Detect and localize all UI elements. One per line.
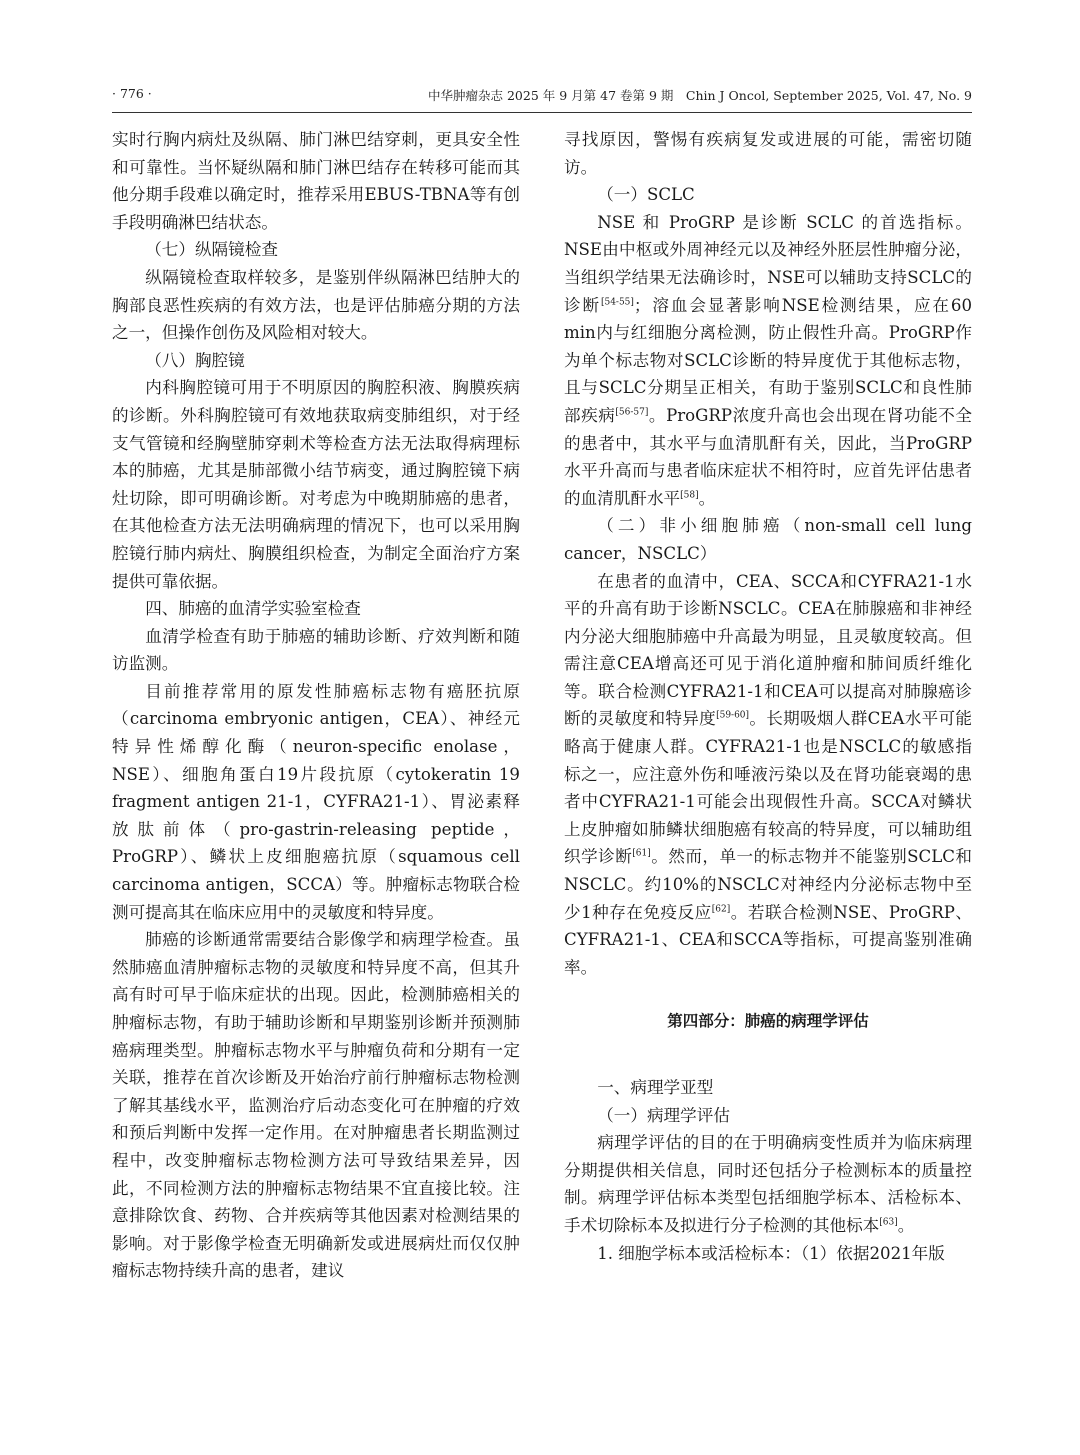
section-heading: （二）非小细胞肺癌（non-small cell lung cancer，NSCLC） — [564, 516, 972, 563]
citation-ref: [56-57] — [615, 407, 649, 418]
right-paragraph: 在患者的血清中，CEA、SCCA和CYFRA21-1水平的升高有助于诊断NSCLC。CEA在肺腺癌和非神经内分泌大细胞肺癌中升高最为明显，且灵敏度较高。但需注意CEA增高还可见于消化道肿瘤和肺间质纤维化等。联合检测CYFRA21-1和CEA可以提高对肺腺癌诊断的灵敏度和特异度[59-60]。长期吸烟人群CEA水平可能略高于健康人群。CYFRA21-1也是NSCLC的敏感指标之一，应注意外伤和唾液污染以及在肾功能衰竭的患者中CYFRA21-1可能会出现假性升高。SCCA对鳞状上皮肿瘤如肺鳞状细胞癌有较高的特异度，可以辅助组织学诊断[61]。然而，单一的标志物并不能鉴别SCLC和NSCLC。约10%的NSCLC对神经内分泌标志物中至少1种存在免疫反应[62]。若联合检测NSE、ProGRP、CYFRA21-1、CEA和SCCA等指标，可提高鉴别准确率。 — [564, 571, 973, 977]
section-heading: （一）病理学评估 — [597, 1105, 730, 1125]
citation-ref: [62] — [711, 904, 731, 915]
citation-ref: [58] — [680, 490, 699, 501]
section-heading: （七）纵隔镜检查 — [145, 240, 278, 260]
citation-ref: [59-60] — [716, 710, 750, 721]
citation-ref: [54-55] — [600, 297, 634, 308]
right-paragraph: 寻找原因，警惕有疾病复发或进展的可能，需密切随访。 — [564, 130, 972, 177]
left-paragraph: 肺癌的诊断通常需要结合影像学和病理学检查。虽然肺癌血清肿瘤标志物的灵敏度和特异度不高，但其升高有时可早于临床症状的出现。因此，检测肺癌相关的肿瘤标志物，有助于辅助诊断和早期鉴别诊断并预测肺癌病理类型。肿瘤标志物水平与肿瘤负荷和分期有一定关联，推荐在首次诊断及开始治疗前行肿瘤标志物检测了解其基线水平，监测治疗后动态变化可在肿瘤的疗效和预后判断中发挥一定作用。在对肿瘤患者长期监测过程中，改变肿瘤标志物检测方法可导致结果差异，因此，不同检测方法的肿瘤标志物结果不宜直接比较。注意排除饮食、药物、合并疾病等其他因素对检测结果的影响。对于影像学检查无明确新发或进展病灶而仅仅肿瘤标志物持续升高的患者，建议 — [112, 930, 520, 1281]
right-paragraph: 病理学评估的目的在于明确病变性质并为临床病理分期提供相关信息，同时还包括分子检测标本的质量控制。病理学评估标本类型包括细胞学标本、活检标本、手术切除标本及拟进行分子检测的其他标本[63]。 — [564, 1133, 972, 1235]
page-number: · 776 · — [112, 86, 152, 101]
section-heading: 一、病理学亚型 — [597, 1078, 714, 1097]
section-heading: 四、肺癌的血清学实验室检查 — [145, 599, 361, 619]
section-heading: （八）胸腔镜 — [145, 350, 245, 370]
left-paragraph: 血清学检查有助于肺癌的辅助诊断、疗效判断和随访监测。 — [112, 626, 520, 674]
right-paragraph: NSE 和 ProGRP 是诊断 SCLC 的首选指标。NSE由中枢或外周神经元以及神经外胚层性肿瘤分泌，当组织学结果无法确诊时，NSE可以辅助支持SCLC的诊断[54-55]；溶血会显著影响NSE检测结果，应在60 min内与红细胞分离检测，防止假性升高。ProGRP作为单个标志物对SCLC诊断的特异度优于其他标志物，且与SCLC分期呈正相关，有助于鉴别SCLC和良性肺部疾病[56-57]。ProGRP浓度升高也会出现在肾功能不全的患者中，其水平与血清肌酐有关，因此，当ProGRP水平升高而与患者临床症状不相符时，应首先评估患者的血清肌酐水平[58]。 — [564, 212, 972, 508]
left-paragraph: 目前推荐常用的原发性肺癌标志物有癌胚抗原（carcinoma embryonic antigen，CEA）、神经元特异性烯醇化酶（neuron-specific enolase，NSE）、细胞角蛋白19片段抗原（cytokeratin 19 fragment antigen 21-1，CYFRA21-1）、胃泌素释放肽前体（pro-gastrin-releasing peptide，ProGRP）、鳞状上皮细胞癌抗原（squamous cell carcinoma antigen，SCCA）等。肿瘤标志物联合检测可提高其在临床应用中的灵敏度和特异度。 — [112, 681, 520, 922]
left-paragraph: 纵隔镜检查取样较多，是鉴别伴纵隔淋巴结肿大的胸部良恶性疾病的有效方法，也是评估肺癌分期的方法之一，但操作创伤及风险相对较大。 — [112, 267, 520, 343]
right-paragraph: 1. 细胞学标本或活检标本：（1）依据2021年版 — [597, 1243, 945, 1263]
left-paragraph: 内科胸腔镜可用于不明原因的胸腔积液、胸膜疾病的诊断。外科胸腔镜可有效地获取病变肺组织，对于经支气管镜和经胸壁肺穿刺术等检查方法无法取得病理标本的肺癌，尤其是肺部微小结节病变，通过胸腔镜下病灶切除，即可明确诊断。对考虑为中晚期肺癌的患者，在其他检查方法无法明确病理的情况下，也可以采用胸腔镜行肺内病灶、胸膜组织检查，为制定全面治疗方案提供可靠依据。 — [112, 378, 520, 591]
section-heading: （一）SCLC — [597, 185, 695, 205]
citation-ref: [61] — [632, 848, 651, 859]
left-column — [112, 126, 520, 1285]
citation-ref: [63] — [879, 1217, 898, 1228]
part-title: 第四部分：肺癌的病理学评估 — [667, 1012, 869, 1031]
header-rule — [112, 112, 972, 113]
journal-citation: 中华肿瘤杂志 2025 年 9 月第 47 卷第 9 期 Chin J Oncol, September 2025, Vol. 47, No. 9 — [428, 88, 972, 103]
left-paragraph: 实时行胸内病灶及纵隔、肺门淋巴结穿刺，更具安全性和可靠性。当怀疑纵隔和肺门淋巴结存在转移可能而其他分期手段难以确定时，推荐采用EBUS-TBNA等有创手段明确淋巴结状态。 — [112, 130, 520, 232]
right-column — [564, 126, 972, 1267]
page-header — [112, 86, 972, 108]
